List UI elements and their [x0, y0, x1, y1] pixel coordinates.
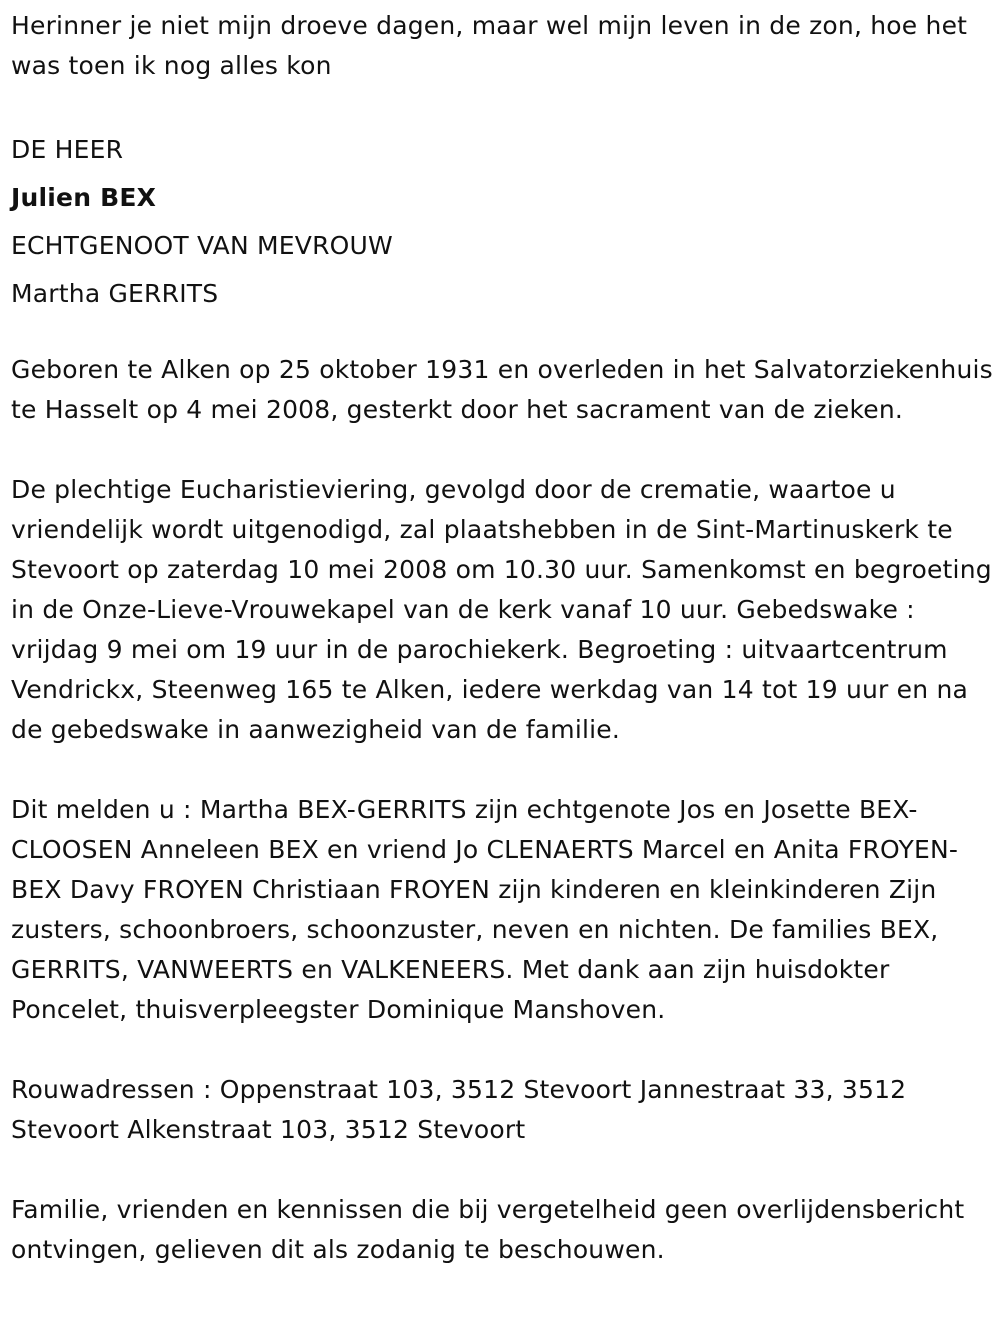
motto-text: Herinner je niet mijn droeve dagen, maar wel mijn leven in de zon, hoe het was toen ik nog alles kon — [11, 11, 968, 80]
spacer — [11, 1150, 993, 1190]
family-paragraph: Dit melden u : Martha BEX-GERRITS zijn echtgenote Jos en Josette BEX-CLOOSEN Anneleen BEX en vriend Jo CLENAERTS Marcel en Anita FROYEN-BEX Davy FROYEN Christiaan FROYEN zijn kinderen en kleinkinderen Zijn zusters, schoonbroers, schoonzuster, neven en nichten. De families BEX, GERRITS, VANWEERTS en VALKENEERS. Met dank aan zijn huisdokter Poncelet, thuisverpleegster Dominique Manshoven. — [11, 795, 959, 1024]
birth-death-paragraph: Geboren te Alken op 25 oktober 1931 en overleden in het Salvatorziekenhuis te Hasselt op 4 mei 2008, gesterkt door het sacrament van de zieken. — [11, 355, 993, 424]
addresses-paragraph: Rouwadressen : Oppenstraat 103, 3512 Stevoort Jannestraat 33, 3512 Stevoort Alkenstraat 103, 3512 Stevoort — [11, 1075, 907, 1144]
deceased-name: Julien BEX — [11, 183, 157, 212]
spacer — [11, 430, 993, 470]
ceremony-paragraph: De plechtige Eucharistieviering, gevolgd door de crematie, waartoe u vriendelijk wordt uitgenodigd, zal plaatshebben in de Sint-Martinuskerk te Stevoort op zaterdag 10 mei 2008 om 10.30 uur. Samenkomst en begroeting in de Onze-Lieve-Vrouwekapel van de kerk vanaf 10 uur. Gebedswake : vrijdag 9 mei om 19 uur in de parochiekerk. Begroeting : uitvaartcentrum Vendrickx, Steenweg 165 te Alken, iedere werkdag van 14 tot 19 uur en na de gebedswake in aanwezigheid van de familie. — [11, 475, 992, 744]
spouse-label: ECHTGENOOT VAN MEVROUW — [11, 231, 393, 260]
spacer — [11, 86, 993, 126]
title-line: DE HEER — [11, 135, 124, 164]
obituary-document — [11, 6, 993, 1270]
closing-paragraph: Familie, vrienden en kennissen die bij vergetelheid geen overlijdensbericht ontvingen, gelieven dit als zodanig te beschouwen. — [11, 1195, 965, 1264]
spacer — [11, 750, 993, 790]
spouse-name: Martha GERRITS — [11, 279, 219, 308]
spacer — [11, 1030, 993, 1070]
spacer — [11, 318, 993, 350]
